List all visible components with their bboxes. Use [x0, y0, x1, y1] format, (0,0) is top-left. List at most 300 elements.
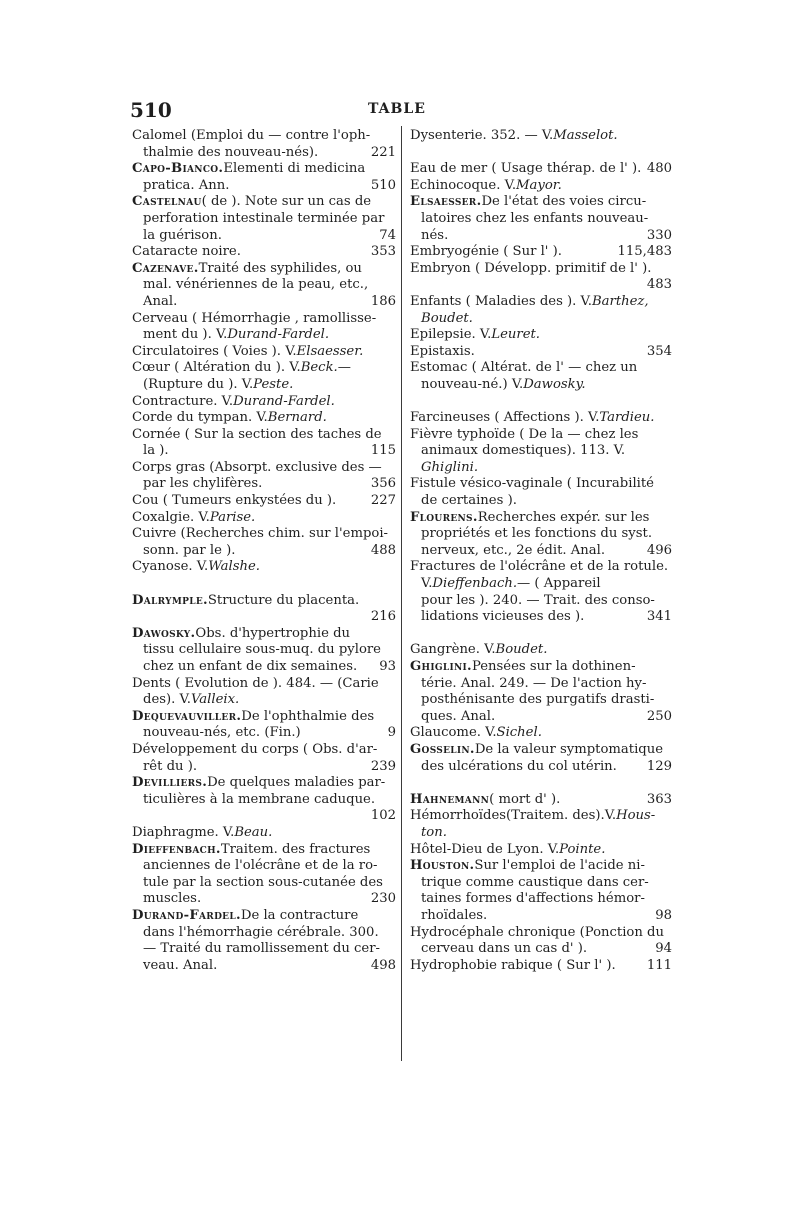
author-name: Dequevauviller. [132, 708, 242, 724]
index-entry [132, 244, 396, 261]
page-reference: 74 [379, 227, 396, 243]
entry-text: la ). [143, 443, 169, 459]
entry-text: térie. Anal. 249. — De l'action hy- [421, 675, 647, 691]
entry-text: Anal. [143, 293, 178, 309]
index-entry [410, 842, 672, 859]
page-reference: 354 [646, 343, 672, 359]
entry-line [132, 427, 396, 444]
page-reference: 330 [646, 227, 672, 243]
entry-text: Obs. d'hypertrophie du [195, 625, 351, 641]
entry-text: animaux domestiques). 113. V. [421, 443, 626, 459]
page-reference: 498 [370, 957, 396, 973]
entry-line [410, 543, 672, 560]
entry-line [132, 676, 396, 693]
page-number: 510 [130, 98, 172, 122]
author-name: Gosselin. [410, 741, 475, 757]
entry-text: Cou ( Tumeurs enkystées du ). [132, 493, 337, 509]
index-entry [132, 427, 396, 460]
index-entry [410, 194, 672, 244]
author-name: Castelnau [132, 194, 202, 210]
index-entry [132, 161, 396, 194]
entry-text: — [337, 360, 351, 376]
entry-line [132, 958, 396, 975]
entry-line [132, 908, 396, 925]
entry-text: propriétés et les fonctions du syst. [421, 526, 653, 542]
cross-reference: Walshe. [208, 559, 260, 575]
author-name: Ghiglini. [410, 659, 472, 674]
entry-text: Traitem. des fractures [220, 841, 371, 857]
index-entry [132, 410, 396, 427]
index-entry [132, 593, 396, 626]
entry-text: la guérison. [143, 227, 222, 243]
index-entry [410, 659, 672, 725]
index-entry [132, 526, 396, 559]
entry-line [410, 742, 672, 759]
index-entry [410, 344, 672, 361]
entry-text: (Rupture du ). V. [143, 376, 254, 392]
entry-line [132, 925, 396, 942]
cross-reference: Dieffenbach. [432, 576, 518, 592]
page-reference: 227 [370, 493, 396, 509]
index-entry [132, 394, 396, 411]
cross-reference: Boudet. [495, 642, 548, 658]
index-entry [132, 626, 396, 676]
cross-reference: Bernard. [267, 410, 327, 426]
entry-text: ques. Anal. [421, 708, 496, 724]
entry-text: ticulières à la membrane caduque. [143, 791, 376, 807]
cross-reference: Leuret. [491, 327, 540, 343]
author-name: Hahnemann [410, 791, 490, 807]
entry-line [132, 460, 396, 477]
entry-line [132, 725, 396, 742]
page-reference: 230 [370, 891, 396, 907]
index-entry [132, 709, 396, 742]
author-name: Houston. [410, 858, 475, 874]
cross-reference: Dawosky. [523, 376, 586, 392]
entry-line [132, 228, 396, 245]
entry-text: Gangrène. V. [410, 642, 496, 658]
entry-line [410, 925, 672, 942]
entry-line [132, 742, 396, 759]
entry-text: des). V. [143, 692, 191, 708]
entry-text: ( mort d' ). [489, 791, 561, 807]
entry-text: Diaphragme. V. [132, 824, 235, 840]
page-reference: 111 [646, 957, 672, 973]
entry-line [410, 277, 672, 294]
entry-text: nerveux, etc., 2e édit. Anal. [421, 542, 606, 558]
entry-line [132, 377, 396, 394]
entry-line [132, 659, 396, 676]
entry-text: ( de ). Note sur un cas de [201, 194, 372, 210]
entry-line [410, 609, 672, 626]
entry-line [410, 211, 672, 228]
index-entry [132, 559, 396, 576]
entry-line [132, 941, 396, 958]
entry-line [132, 443, 396, 460]
entry-line [410, 244, 672, 261]
entry-line [410, 808, 672, 825]
entry-line [410, 792, 672, 809]
entry-line [132, 692, 396, 709]
index-entry [410, 510, 672, 560]
entry-text: Hôtel-Dieu de Lyon. V. [410, 841, 560, 857]
index-entry [410, 294, 672, 327]
entry-text: — Traité du ramollissement du cer- [143, 941, 380, 957]
entry-line [132, 775, 396, 792]
entry-line [410, 327, 672, 344]
entry-line [410, 161, 672, 178]
entry-text: Cataracte noire. [132, 244, 241, 260]
entry-text: Hydrophobie rabique ( Sur l' ). [410, 957, 616, 973]
page-reference: 94 [655, 941, 672, 957]
entry-line [410, 294, 672, 311]
entry-text: Elementi di medicina [223, 161, 366, 177]
entry-text: des ulcérations du col utérin. [421, 758, 617, 774]
page-header [130, 98, 670, 124]
entry-text: Embryogénie ( Sur l' ). [410, 244, 562, 260]
entry-line [132, 792, 396, 809]
entry-text: muscles. [143, 891, 202, 907]
author-name: Dieffenbach. [132, 841, 221, 857]
index-entry [410, 178, 672, 195]
index-entry [132, 128, 396, 161]
entry-line [132, 394, 396, 411]
entry-text: Cyanose. V. [132, 559, 209, 575]
entry-line [132, 875, 396, 892]
index-entry [410, 128, 672, 145]
entry-line [132, 626, 396, 643]
index-entry [410, 642, 672, 659]
cross-reference: Beau. [234, 824, 273, 840]
entry-text: Contracture. V. [132, 393, 234, 409]
entry-line [410, 958, 672, 975]
entry-line [132, 476, 396, 493]
entry-text: chez un enfant de dix semaines. [143, 659, 358, 674]
entry-line [132, 244, 396, 261]
author-name: Capo-Bianco. [132, 161, 224, 177]
entry-text: Cornée ( Sur la section des taches de [132, 426, 382, 442]
entry-text: V. [421, 576, 433, 592]
column-divider [401, 126, 402, 1061]
entry-text: De la contracture [240, 907, 359, 923]
index-entry [410, 808, 672, 841]
index-entry [132, 742, 396, 775]
entry-text: perforation intestinale terminée par [143, 210, 385, 226]
entry-text: dans l'hémorrhagie cérébrale. 300. [143, 924, 379, 940]
entry-line [410, 311, 672, 328]
entry-line [132, 360, 396, 377]
entry-line [132, 825, 396, 842]
entry-text: Embryon ( Développ. primitif de l' ). [410, 260, 652, 276]
entry-text: De la valeur symptomatique [474, 741, 664, 757]
entry-line [410, 228, 672, 245]
entry-line [410, 692, 672, 709]
cross-reference: ton. [421, 824, 447, 840]
entry-text: nouveau-né.) V. [421, 376, 524, 392]
page-reference: 221 [370, 144, 396, 160]
entry-line [410, 825, 672, 842]
entry-line [132, 842, 396, 859]
entry-line [132, 559, 396, 576]
page-reference: 480 [646, 161, 672, 177]
entry-line [132, 128, 396, 145]
entry-text: Enfants ( Maladies des ). V. [410, 293, 592, 309]
entry-line [410, 443, 672, 460]
section-gap [410, 775, 672, 792]
entry-line [132, 344, 396, 361]
entry-line [410, 759, 672, 776]
entry-line [410, 659, 672, 676]
entry-line [410, 593, 672, 610]
entry-line [132, 493, 396, 510]
author-name: Durand-Fardel. [132, 907, 241, 923]
entry-line [410, 725, 672, 742]
entry-text: Fistule vésico-vaginale ( Incurabilité [410, 476, 654, 492]
entry-line [132, 194, 396, 211]
author-name: Devilliers. [132, 775, 208, 791]
entry-text: De l'ophthalmie des [241, 708, 375, 724]
cross-reference: Durand-Fardel. [227, 327, 330, 343]
entry-line [410, 510, 672, 527]
entry-line [410, 476, 672, 493]
entry-text: mal. vénériennes de la peau, etc., [143, 277, 369, 293]
page-reference: 98 [655, 907, 672, 923]
entry-text: lidations vicieuses des ). [421, 609, 585, 625]
entry-line [410, 493, 672, 510]
cross-reference: Boudet. [421, 310, 473, 326]
index-entry [410, 725, 672, 742]
index-entry [132, 510, 396, 527]
page-reference: 341 [646, 609, 672, 625]
entry-line [410, 460, 672, 477]
cross-reference: Tardieu. [599, 410, 655, 426]
section-gap [410, 145, 672, 162]
entry-line [132, 277, 396, 294]
entry-line [410, 360, 672, 377]
entry-text: Corde du tympan. V. [132, 410, 268, 426]
author-name: Dawosky. [132, 625, 196, 641]
entry-text: rêt du ). [143, 758, 198, 774]
entry-text: nouveau-nés, etc. (Fin.) [143, 725, 301, 741]
index-entry [410, 925, 672, 958]
index-entry [410, 427, 672, 477]
entry-text: Eau de mer ( Usage thérap. de l' ). [410, 161, 642, 177]
entry-line [410, 559, 672, 576]
entry-line [132, 858, 396, 875]
cross-reference: Masselot. [553, 128, 618, 143]
entry-text: Epilepsie. V. [410, 327, 492, 343]
entry-text: veau. Anal. [143, 957, 218, 973]
index-entry [132, 311, 396, 344]
entry-line [132, 808, 396, 825]
page-reference: 186 [370, 293, 396, 309]
entry-line [410, 427, 672, 444]
page-reference: 510 [370, 177, 396, 193]
entry-line [410, 178, 672, 195]
entry-text: Hémorrhoïdes(Traitem. des).V. [410, 808, 617, 824]
page-reference: 356 [370, 476, 396, 492]
entry-line [132, 261, 396, 278]
index-entry [132, 676, 396, 709]
entry-line [132, 891, 396, 908]
entry-line [410, 194, 672, 211]
entry-line [132, 410, 396, 427]
author-name: Cazenave. [132, 260, 199, 276]
cross-reference: Mayor. [516, 177, 562, 193]
index-entry [410, 476, 672, 509]
entry-text: posthénisante des purgatifs drasti- [421, 692, 655, 708]
entry-line [410, 344, 672, 361]
cross-reference: Durand-Fardel. [233, 393, 335, 409]
index-entry [410, 858, 672, 924]
entry-text: de certaines ). [421, 493, 517, 509]
index-entry [132, 344, 396, 361]
page-reference: 129 [646, 758, 672, 774]
index-entry [410, 958, 672, 975]
cross-reference: Ghiglini. [421, 459, 479, 475]
index-entry [410, 792, 672, 809]
page-reference: 216 [370, 609, 396, 625]
page-reference: 9 [387, 725, 396, 741]
entry-text: pour les ). 240. — Trait. des conso- [421, 592, 655, 608]
entry-text: rhoïdales. [421, 907, 488, 923]
entry-text: pratica. Ann. [143, 177, 230, 193]
index-entry [132, 775, 396, 825]
entry-line [132, 759, 396, 776]
entry-line [132, 510, 396, 527]
index-entry [132, 493, 396, 510]
index-entry [132, 908, 396, 974]
index-entry [410, 360, 672, 393]
entry-text: Dents ( Evolution de ). 484. — (Carie [132, 675, 379, 691]
index-column-left [132, 128, 396, 974]
cross-reference: Hous- [616, 808, 656, 824]
entry-line [410, 377, 672, 394]
entry-text: Développement du corps ( Obs. d'ar- [132, 741, 378, 757]
entry-line [410, 676, 672, 693]
entry-text: Fractures de l'olécrâne et de la rotule. [410, 559, 669, 575]
entry-text: Recherches expér. sur les [477, 509, 650, 525]
entry-text: anciennes de l'olécrâne et de la ro- [143, 858, 378, 874]
cross-reference: Peste. [253, 376, 294, 392]
entry-line [132, 526, 396, 543]
entry-line [410, 941, 672, 958]
entry-line [410, 709, 672, 726]
index-entry [410, 261, 672, 294]
index-entry [132, 825, 396, 842]
page-reference: 239 [370, 758, 396, 774]
entry-line [132, 609, 396, 626]
entry-line [132, 709, 396, 726]
entry-text: taines formes d'affections hémor- [421, 891, 645, 907]
entry-line [410, 576, 672, 593]
entry-line [410, 875, 672, 892]
entry-line [410, 858, 672, 875]
entry-text: Fièvre typhoïde ( De la — chez les [410, 426, 639, 442]
running-title: TABLE [368, 101, 426, 117]
page-reference: 102 [370, 808, 396, 824]
entry-text: Structure du placenta. [207, 592, 360, 608]
section-gap [410, 626, 672, 643]
entry-line [410, 410, 672, 427]
entry-text: Cuivre (Recherches chim. sur l'empoi- [132, 526, 389, 542]
page-reference: 115,483 [617, 244, 672, 260]
entry-line [132, 178, 396, 195]
entry-line [132, 593, 396, 610]
entry-text: Calomel (Emploi du — contre l'oph- [132, 128, 371, 143]
entry-text: nés. [421, 227, 449, 243]
section-gap [410, 394, 672, 411]
entry-text: Coxalgie. V. [132, 509, 210, 525]
entry-text: thalmie des nouveau-nés). [143, 144, 319, 160]
entry-line [410, 908, 672, 925]
entry-text: Epistaxis. [410, 343, 475, 359]
index-entry [410, 559, 672, 625]
entry-line [132, 327, 396, 344]
entry-line [132, 211, 396, 228]
entry-text: ment du ). V. [143, 327, 228, 343]
entry-text: Hydrocéphale chronique (Ponction du [410, 924, 664, 940]
page-reference: 115 [370, 443, 396, 459]
entry-text: latoires chez les enfants nouveau- [421, 210, 649, 226]
entry-text: Glaucome. V. [410, 725, 497, 741]
index-entry [132, 360, 396, 393]
section-gap [132, 576, 396, 593]
entry-line [410, 642, 672, 659]
entry-line [410, 526, 672, 543]
page-reference: 363 [646, 791, 672, 807]
entry-line [132, 145, 396, 162]
entry-text: De quelques maladies par- [207, 775, 386, 791]
author-name: Elsaesser. [410, 194, 482, 210]
index-entry [410, 327, 672, 344]
author-name: Flourens. [410, 509, 478, 525]
cross-reference: Beck. [300, 360, 338, 376]
entry-text: De l'état des voies circu- [481, 194, 647, 210]
index-entry [410, 244, 672, 261]
index-entry [132, 194, 396, 244]
page-reference: 353 [370, 244, 396, 260]
index-entry [132, 842, 396, 908]
index-entry [410, 742, 672, 775]
entry-text: Cerveau ( Hémorrhagie , ramollisse- [132, 310, 377, 326]
cross-reference: Elsaesser. [296, 343, 364, 359]
entry-line [410, 261, 672, 278]
cross-reference: Pointe. [559, 841, 606, 857]
cross-reference: Barthez, [591, 293, 649, 309]
cross-reference: Sichel. [496, 725, 542, 741]
entry-line [410, 891, 672, 908]
index-column-right [410, 128, 672, 974]
author-name: Dalrymple. [132, 592, 208, 608]
page-reference: 496 [646, 542, 672, 558]
cross-reference: Valleix. [190, 692, 240, 708]
entry-line [410, 842, 672, 859]
entry-text: Sur l'emploi de l'acide ni- [474, 858, 645, 874]
page-reference: 250 [646, 708, 672, 724]
entry-text: tule par la section sous-cutanée des [143, 874, 383, 890]
entry-text: Traité des syphilides, ou [198, 260, 362, 276]
entry-line [132, 294, 396, 311]
entry-text: Farcineuses ( Affections ). V. [410, 410, 600, 426]
entry-text: Circulatoires ( Voies ). V. [132, 343, 297, 359]
entry-text: trique comme caustique dans cer- [421, 874, 649, 890]
entry-text: par les chylifères. [143, 476, 263, 492]
entry-line [410, 128, 672, 145]
entry-line [132, 311, 396, 328]
entry-text: cerveau dans un cas d' ). [421, 941, 588, 957]
page-reference: 488 [370, 542, 396, 558]
